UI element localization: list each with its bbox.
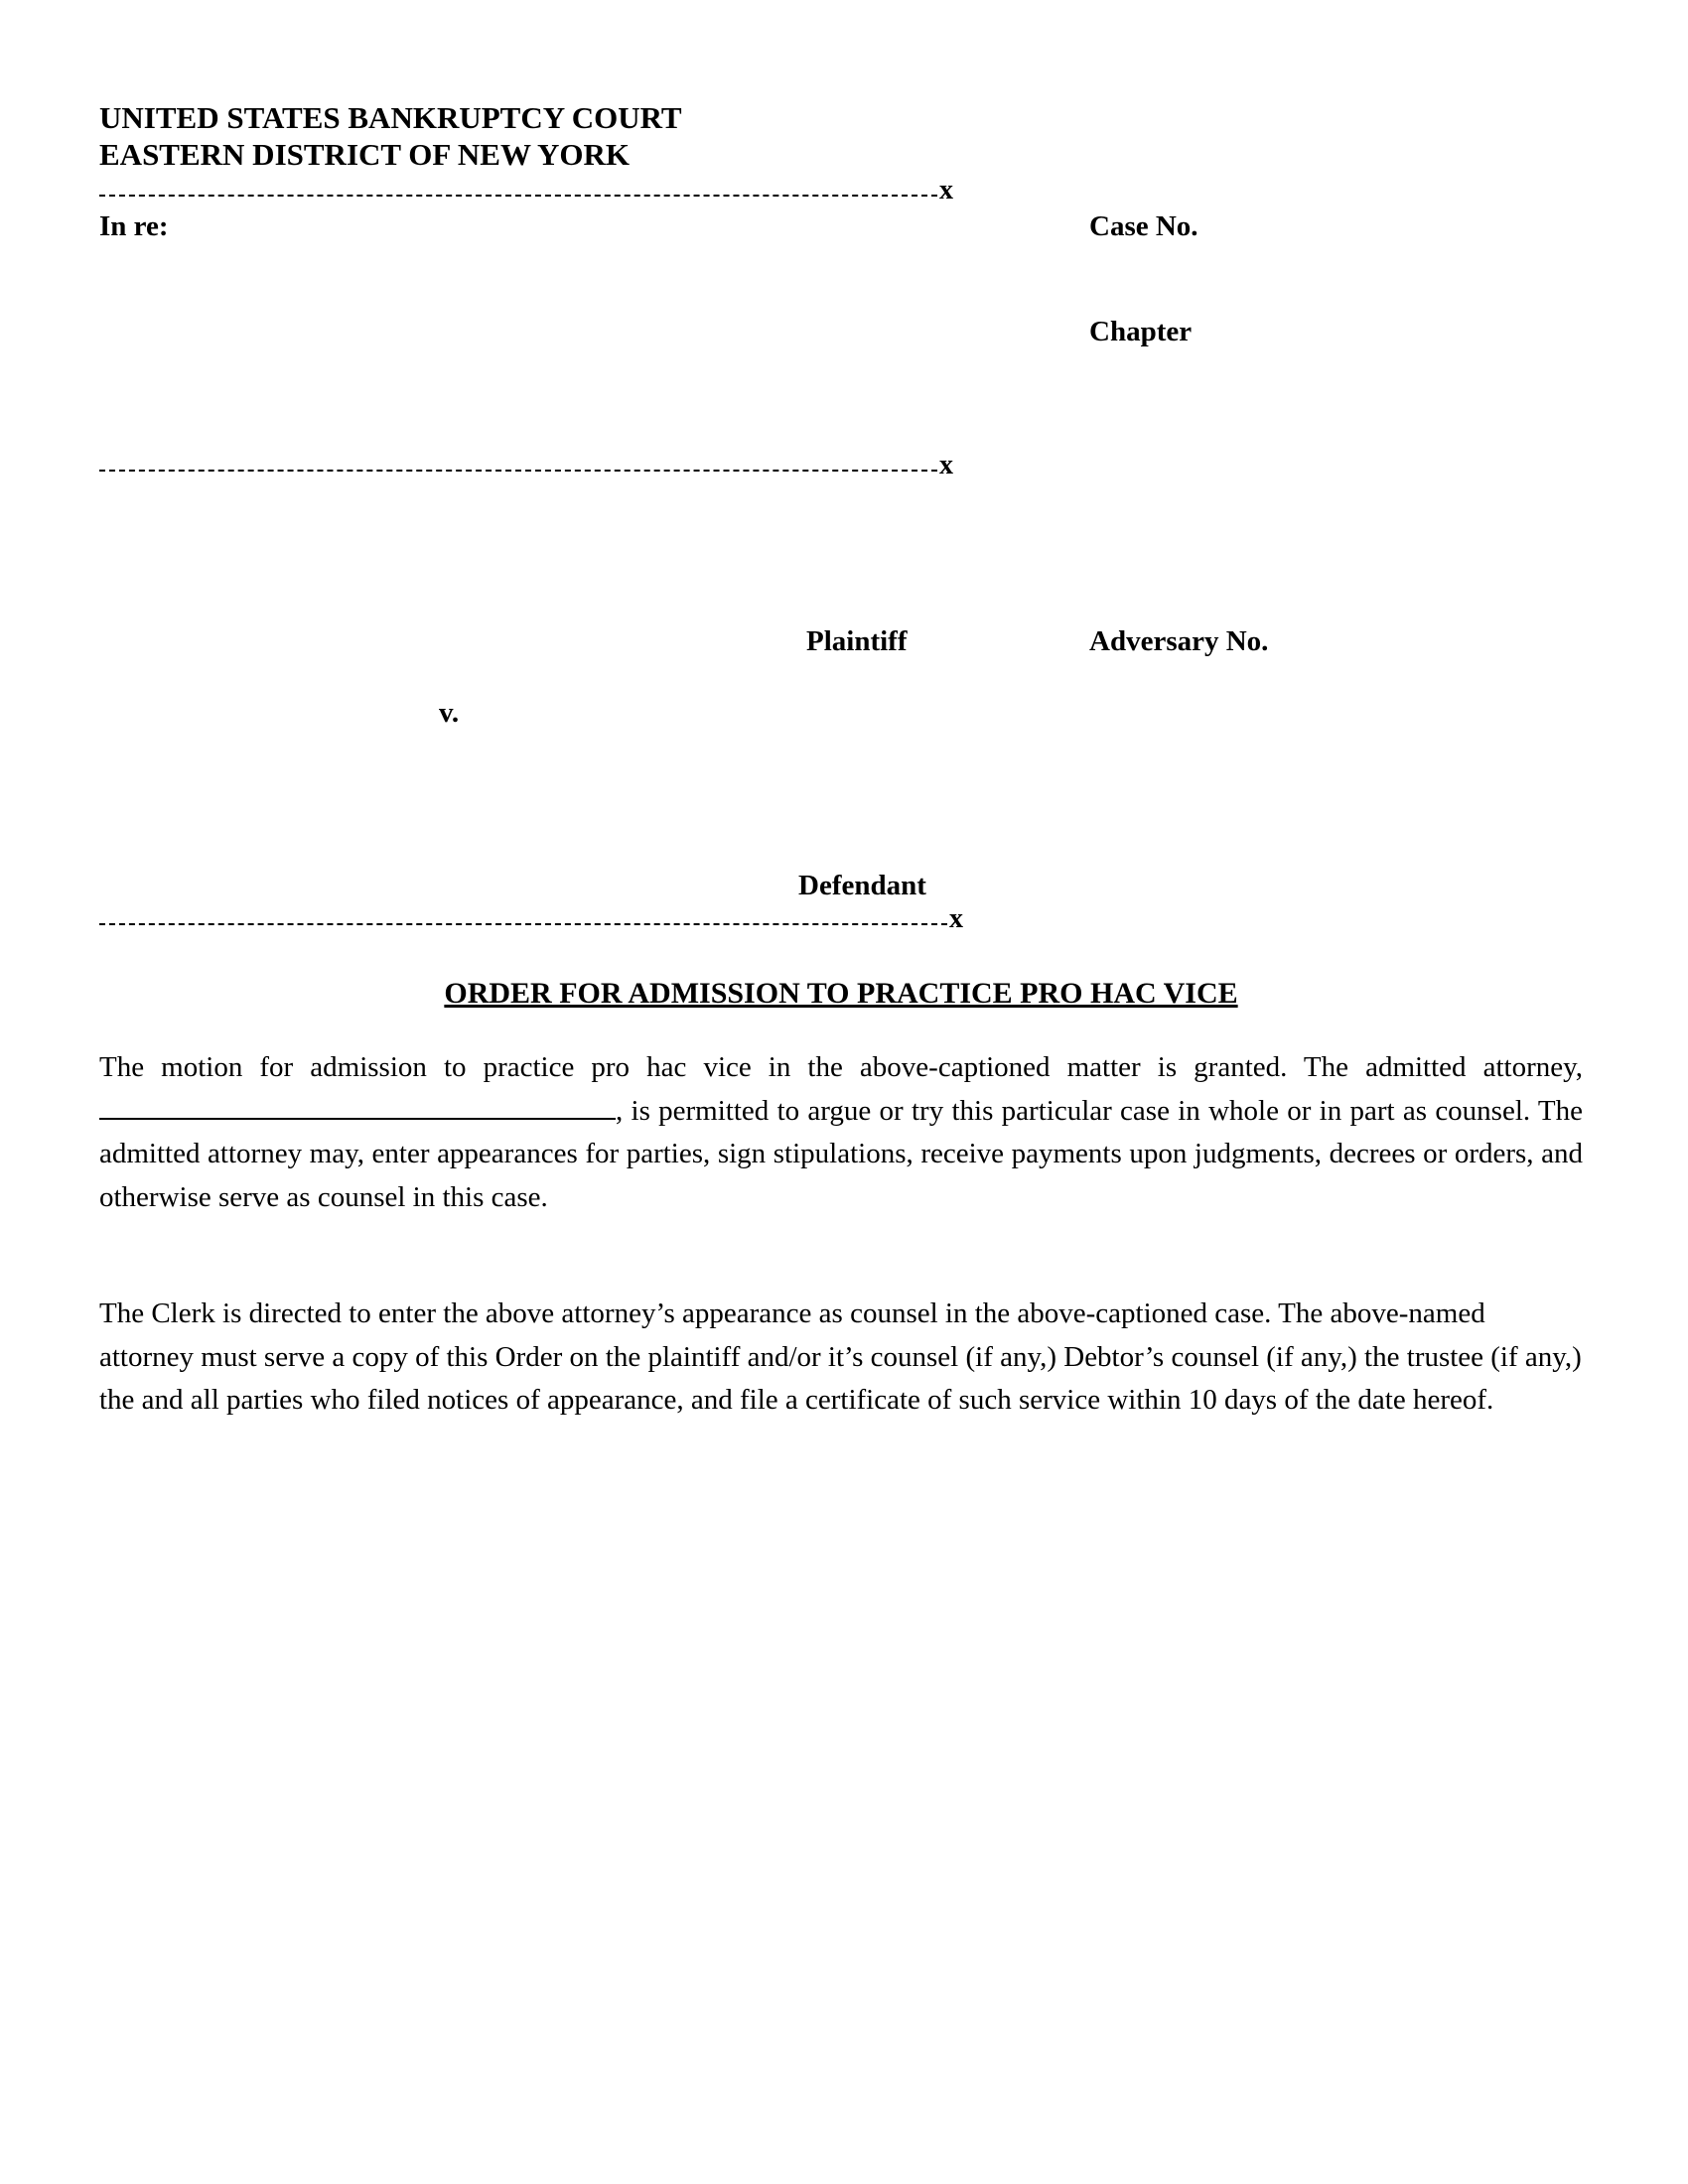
court-district: EASTERN DISTRICT OF NEW YORK xyxy=(99,137,631,172)
order-paragraph-1 xyxy=(99,1046,1583,1219)
adversary-no-label: Adversary No. xyxy=(1089,625,1269,657)
plaintiff-label: Plaintiff xyxy=(806,625,908,657)
court-name: UNITED STATES BANKRUPTCY COURT xyxy=(99,100,682,135)
order-paragraph-1-end: , is permitted to argue or try this particular case in whole or in part as counsel. The admitted attorney may, enter appearances for parties, sign stipulations, receive payments upon judgments, decrees or orders, and otherwise serve as counsel in this case. xyxy=(99,1094,1583,1213)
defendant-label: Defendant xyxy=(798,870,926,901)
order-paragraph-1-start: The motion for admission to practice pro hac vice in the above-captioned matter is granted. The admitted attorney, xyxy=(99,1051,1583,1083)
caption-rule-top xyxy=(99,182,953,200)
caption-rule-middle xyxy=(99,457,953,475)
caption-rule-bottom xyxy=(99,910,963,928)
chapter-label: Chapter xyxy=(1089,316,1193,347)
caption-rule-top-end: x xyxy=(939,182,953,200)
order-title: ORDER FOR ADMISSION TO PRACTICE PRO HAC VICE xyxy=(444,977,1238,1010)
versus-label: v. xyxy=(439,697,460,729)
caption-rule-bottom-end: x xyxy=(949,910,963,928)
caption-rule-middle-end: x xyxy=(939,457,953,475)
order-paragraph-2: The Clerk is directed to enter the above attorney’s appearance as counsel in the above-captioned case. The above-named attorney must serve a copy of this Order on the plaintiff and/or it’s counsel (if any,) Debtor’s counsel (if any,) the trustee (if any,) the and all parties who filed notices of appearance, and file a certificate of such service within 10 days of the date hereof. xyxy=(99,1297,1582,1416)
in-re-label: In re: xyxy=(99,210,169,242)
attorney-name-blank xyxy=(99,1092,616,1120)
case-no-label: Case No. xyxy=(1089,210,1198,242)
